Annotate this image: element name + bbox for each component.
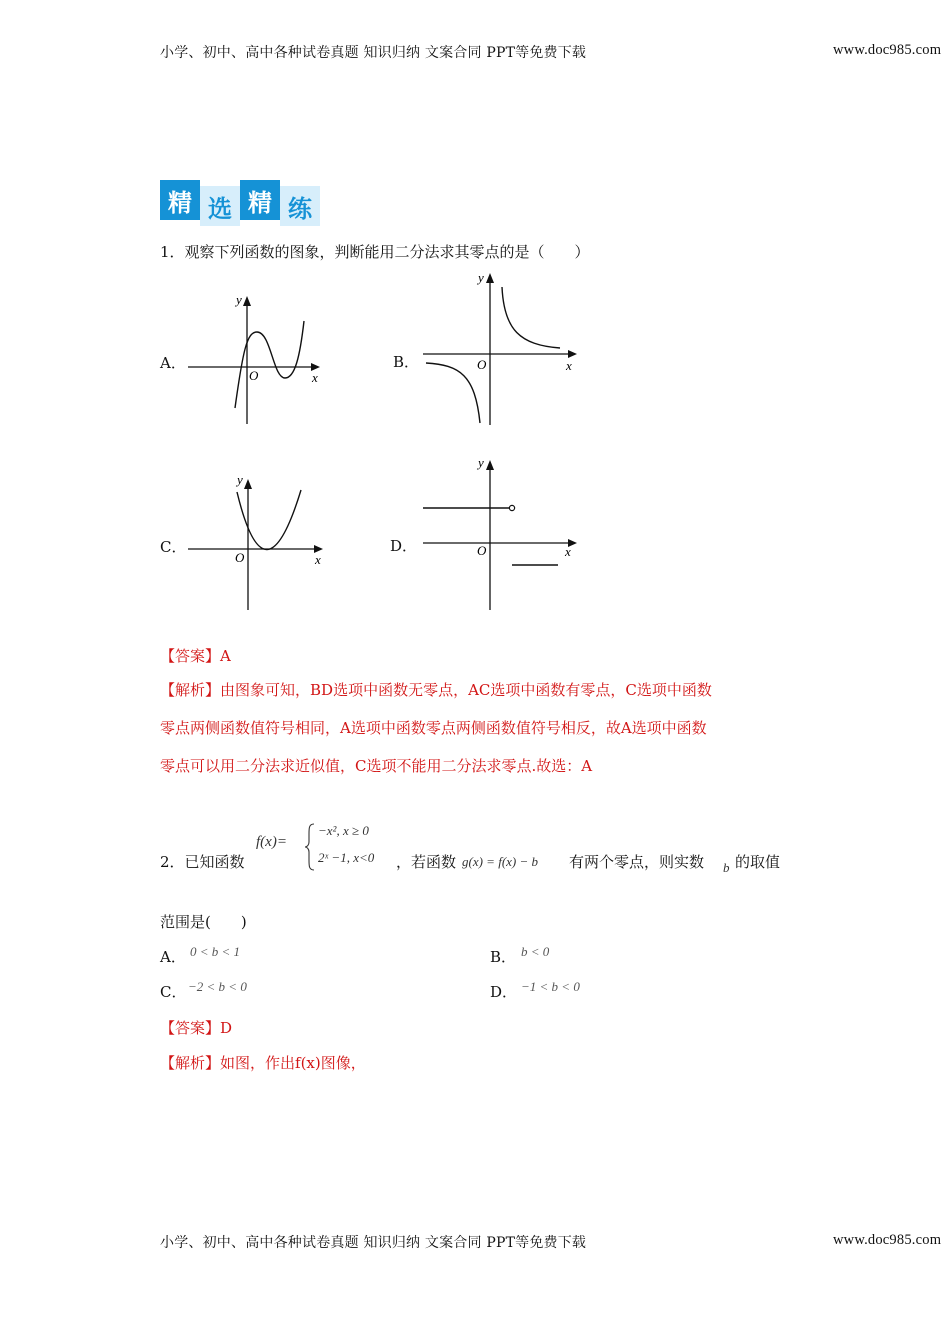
graph-b-x-label: x: [566, 358, 572, 373]
q1-answer: 【答案】A: [160, 647, 231, 665]
q2-option-c-math: −2 < b < 0: [188, 979, 247, 994]
q1-stem: 1．观察下列函数的图象，判断能用二分法求其零点的是（ ）: [160, 243, 590, 261]
badge-char-2: 选: [200, 186, 240, 226]
q1-option-c-label: C．: [160, 538, 187, 556]
q2-stem-line-2: 范围是( ): [160, 913, 247, 931]
q2-stem-end: 的取值: [735, 853, 781, 871]
q1-option-a-label: A．: [160, 354, 186, 372]
q2-option-c-expr: [188, 979, 247, 995]
badge-char-3: 精: [240, 180, 280, 220]
q2-analysis-label: 【解析】: [160, 1054, 221, 1072]
q1-analysis-line-3: 零点可以用二分法求近似值，C选项不能用二分法求零点.故选：A: [160, 757, 593, 775]
graph-c: [185, 468, 330, 613]
q2-option-a: [160, 946, 186, 967]
graph-a: [185, 290, 325, 426]
q2-piecewise-brace: [304, 822, 316, 872]
q2-option-b-expr: [521, 944, 549, 960]
q2-option-b-label: B．: [490, 948, 517, 966]
q2-b-var: b: [723, 860, 730, 875]
q2-f-lhs: f(x)=: [256, 834, 287, 850]
graph-c-origin: O: [235, 550, 245, 565]
q2-piece-2: 2ˣ −1, x<0: [318, 850, 375, 865]
q2-option-c: [160, 981, 186, 1002]
q2-stem-mid: ，若函数: [396, 853, 457, 871]
q2-option-b-math: b < 0: [521, 944, 550, 959]
q2-option-d-math: −1 < b < 0: [521, 979, 580, 994]
q2-option-c-label: C．: [160, 983, 187, 1001]
q1-analysis-line-1: [160, 679, 712, 700]
q2-analysis-text: 如图，作出f(x)图像，: [220, 1054, 366, 1072]
badge-char-4: 练: [280, 186, 320, 226]
section-badge: [160, 180, 320, 226]
q1-analysis-label: 【解析】: [160, 681, 221, 699]
page-header: [160, 42, 942, 62]
page-footer: [160, 1232, 942, 1252]
graph-b: [420, 265, 585, 430]
footer-text: 小学、初中、高中各种试卷真题 知识归纳 文案合同 PPT等免费下载: [160, 1235, 587, 1251]
graph-b-origin: O: [477, 357, 487, 372]
q2-option-d: [490, 981, 517, 1002]
q1-analysis-text-1: 由图象可知，BD选项中函数无零点，AC选项中函数有零点，C选项中函数: [220, 681, 712, 699]
q2-stem-start: 2．已知函数: [160, 853, 245, 871]
header-text: 小学、初中、高中各种试卷真题 知识归纳 文案合同 PPT等免费下载: [160, 45, 587, 61]
q2-g-expr: g(x) = f(x) − b: [462, 854, 539, 869]
q2-analysis: [160, 1052, 366, 1073]
graph-c-y-label: y: [237, 472, 243, 487]
q2-option-d-expr: [521, 979, 580, 995]
q2-option-b: [490, 946, 516, 967]
graph-d-x-label: x: [565, 544, 571, 559]
graph-d-origin: O: [477, 543, 487, 558]
footer-link[interactable]: www.doc985.com: [833, 1232, 942, 1248]
badge-char-1: 精: [160, 180, 200, 220]
q2-option-a-label: A．: [160, 948, 186, 966]
graph-c-x-label: x: [315, 552, 321, 567]
graph-d: [420, 452, 585, 617]
q2-piece-1: −x², x ≥ 0: [318, 823, 369, 838]
graph-b-y-label: y: [478, 270, 484, 285]
graph-a-origin: O: [249, 368, 259, 383]
q2-option-d-label: D．: [490, 983, 518, 1001]
graph-d-y-label: y: [478, 455, 484, 470]
q2-option-a-expr: [190, 944, 240, 960]
header-link[interactable]: www.doc985.com: [833, 42, 942, 58]
graph-a-x-label: x: [312, 370, 318, 385]
q2-answer: 【答案】D: [160, 1019, 233, 1037]
q2-stem-mid2: 有两个零点，则实数: [569, 853, 705, 871]
graph-a-y-label: y: [236, 292, 242, 307]
q1-option-d-label: D．: [390, 537, 418, 555]
q1-option-b-label: B．: [393, 353, 420, 371]
q1-analysis-line-2: 零点两侧函数值符号相同，A选项中函数零点两侧函数值符号相反，故A选项中函数: [160, 719, 707, 737]
q2-option-a-math: 0 < b < 1: [190, 944, 241, 959]
